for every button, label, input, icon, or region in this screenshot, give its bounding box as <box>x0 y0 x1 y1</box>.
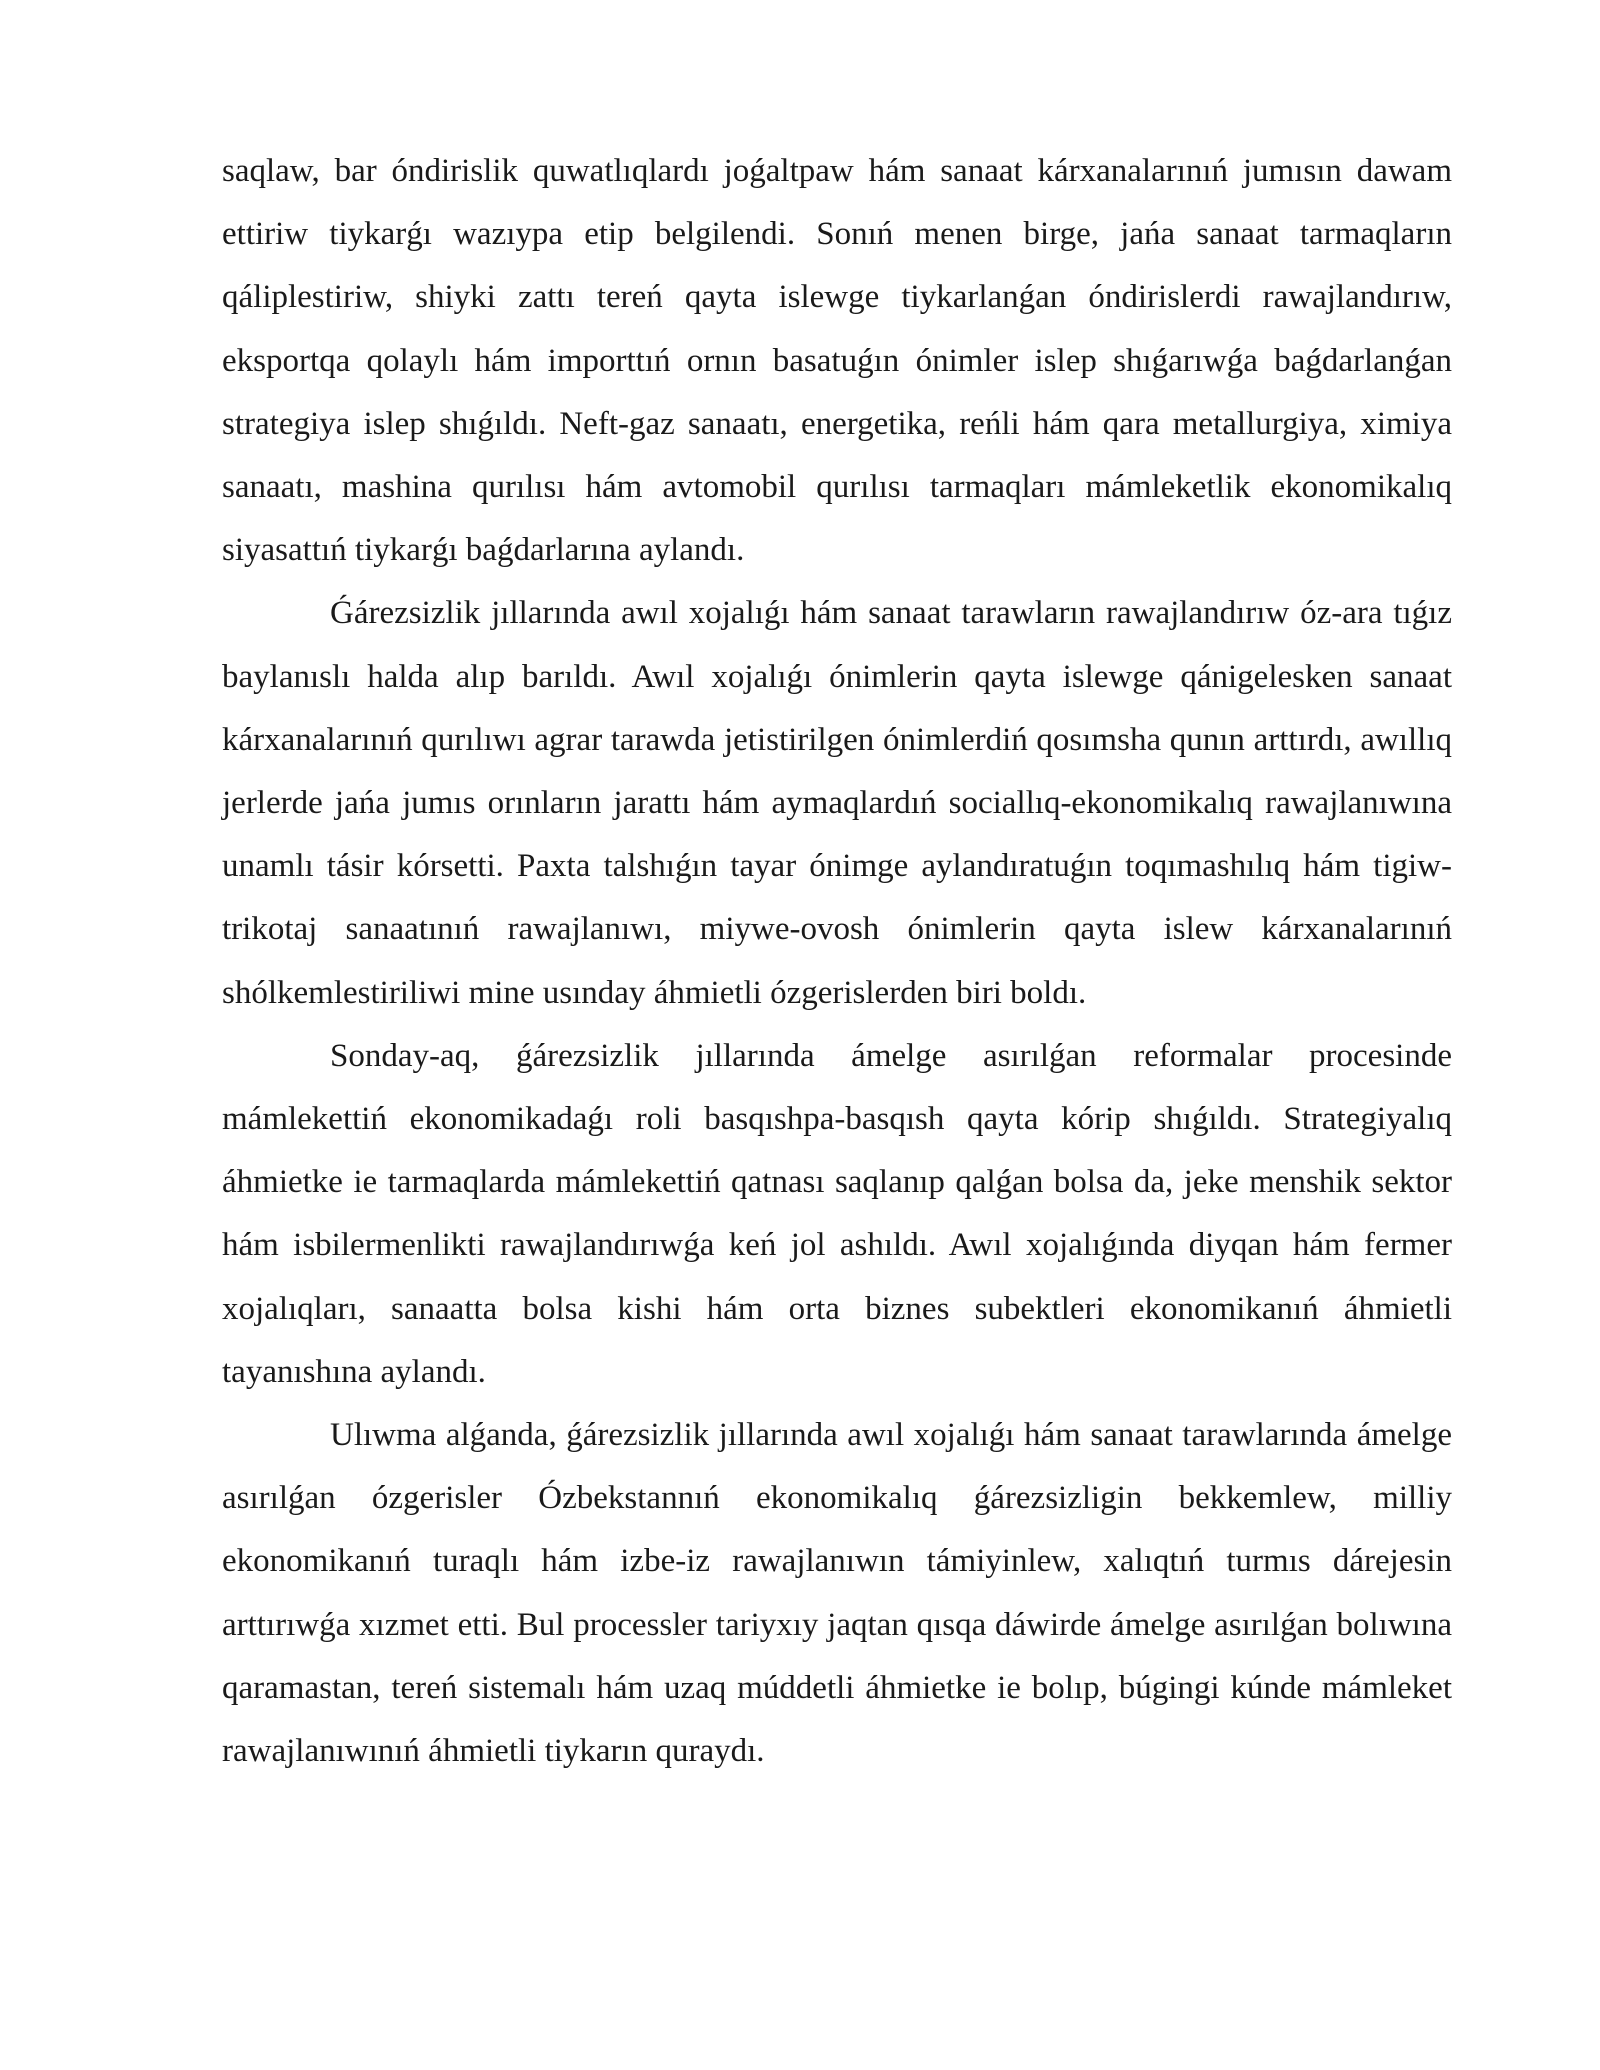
paragraph-conclusion: Ulıwma alǵanda, ǵárezsizlik jıllarında awıl xojalıǵı hám sanaat tarawlarında ámelge asırılǵan ózgerisler Ózbekstannıń ekonomikalıq ǵárezsizligin bekkemlew, milliy ekonomikanıń turaqlı hám izbe-iz rawajlanıwın támiyinlew, xalıqtıń turmıs dárejesin arttırıwǵa xızmet etti. Bul processler tariyxıy jaqtan qısqa dáwirde ámelge asırılǵan bolıwına qaramastan, tereń sistemalı hám uzaq múddetli áhmietke ie bolıp, búgingi kúnde mámleket rawajlanıwınıń áhmietli tiykarın quraydı. <box>222 1417 1452 1770</box>
paragraph-continuation: saqlaw, bar óndirislik quwatlıqlardı joǵaltpaw hám sanaat kárxanalarınıń jumısın dawam ettiriw tiykarǵı wazıypa etip belgilendi. Sonıń menen birge, jańa sanaat tarmaqların qáliplestiriw, shiyki zattı tereń qayta islewge tiykarlanǵan óndirislerdi rawajlandırıw, eksportqa qolaylı hám importtıń ornın basatuǵın ónimler islep shıǵarıwǵa baǵdarlanǵan strategiya islep shıǵıldı. Neft-gaz sanaatı, energetika, reńli hám qara metallurgiya, ximiya sanaatı, mashina qurılısı hám avtomobil qurılısı tarmaqları mámleketlik ekonomikalıq siyasattıń tiykarǵı baǵdarlarına aylandı. <box>222 153 1452 569</box>
paragraph-state-role-reforms: Sonday-aq, ǵárezsizlik jıllarında ámelge asırılǵan reformalar procesinde mámlekettiń ekonomikadaǵı roli basqıshpa-basqısh qayta kórip shıǵıldı. Strategiyalıq áhmietke ie tarmaqlarda mámlekettiń qatnası saqlanıp qalǵan bolsa da, jeke menshik sektor hám isbilermenlikti rawajlandırıwǵa keń jol ashıldı. Awıl xojalıǵında diyqan hám fermer xojalıqları, sanaatta bolsa kishi hám orta biznes subektleri ekonomikanıń áhmietli tayanıshına aylandı. <box>222 1037 1452 1390</box>
document-body <box>222 140 1452 1783</box>
paragraph-independence-agriculture-industry: Ǵárezsizlik jıllarında awıl xojalıǵı hám sanaat tarawların rawajlandırıw óz-ara tıǵız baylanıslı halda alıp barıldı. Awıl xojalıǵı ónimlerin qayta islewge qánigelesken sanaat kárxanalarınıń qurılıwı agrar tarawda jetistirilgen ónimlerdiń qosımsha qunın arttırdı, awıllıq jerlerde jańa jumıs orınların jarattı hám aymaqlardıń sociallıq-ekonomikalıq rawajlanıwına unamlı tásir kórsetti. Paxta talshıǵın tayar ónimge aylandıratuǵın toqımashılıq hám tigiw-trikotaj sanaatınıń rawajlanıwı, miywe-ovosh ónimlerin qayta islew kárxanalarınıń shólkemlestiriliwi mine usınday áhmietli ózgerislerden biri boldı. <box>222 595 1452 1011</box>
